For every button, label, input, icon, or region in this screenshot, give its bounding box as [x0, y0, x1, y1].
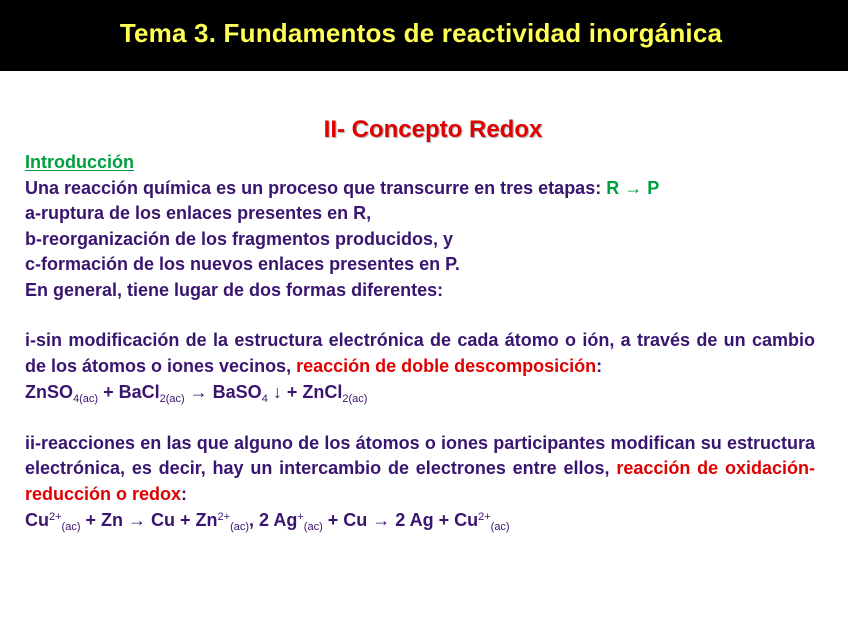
section-title — [0, 116, 848, 144]
step-b: b-reorganización de los fragmentos producidos, y — [25, 228, 454, 249]
step-a: a-ruptura de los enlaces presentes en R, — [25, 203, 372, 223]
eq2-superscript: 2+ — [49, 511, 62, 523]
eq2-superscript: 2+ — [217, 511, 231, 523]
eq2-subscript: (ac) — [230, 521, 250, 533]
case-ii-text: ii-reacciones en las que alguno de los átomos o iones participantes modifican su estructura electrónica, es decir, hay un intercambio de electrones entre ellos, — [25, 432, 815, 478]
eq2-subscript: (ac) — [490, 521, 510, 533]
eq1-term: + BaCl — [98, 382, 160, 402]
case-i-paragraph — [25, 328, 815, 379]
eq2-subscript: (ac) — [303, 521, 323, 533]
eq2-superscript: 2+ — [478, 511, 491, 523]
eq1-term: → BaSO — [184, 382, 262, 402]
eq1-subscript: 2(ac) — [342, 393, 368, 405]
case-ii-colon: : — [181, 483, 188, 504]
case-i-colon: : — [596, 355, 603, 376]
eq1-term: ZnSO — [25, 382, 73, 402]
equation-double-decomposition — [25, 380, 815, 406]
reaction-scheme: R → P — [606, 177, 660, 198]
intro-line — [25, 176, 815, 202]
eq2-term: , 2 Ag — [249, 510, 298, 530]
case-ii-paragraph — [25, 431, 815, 508]
eq1-subscript: 4 — [261, 393, 268, 405]
slide-title: Tema 3. Fundamentos de reactividad inorgánica — [119, 18, 723, 48]
eq2-superscript: + — [297, 511, 304, 523]
intro-heading: Introducción — [25, 152, 134, 172]
case-i-highlight: reacción de doble descomposición — [296, 355, 597, 376]
eq2-subscript: (ac) — [61, 521, 81, 533]
intro-line-text: Una reacción química es un proceso que transcurre en tres etapas: — [25, 177, 607, 198]
eq1-subscript: 4(ac) — [73, 393, 99, 405]
general-statement: En general, tiene lugar de dos formas diferentes: — [25, 279, 444, 300]
slide-content — [25, 150, 815, 534]
case-i-text: i-sin modificación de la estructura electrónica de cada átomo o ión, a través de un cambio de los átomos o iones vecinos, — [25, 330, 815, 376]
slide-header — [0, 0, 848, 71]
equation-redox — [25, 508, 815, 534]
case-ii-highlight: reacción de oxidación-reducción o redox — [25, 458, 815, 504]
eq2-term: Cu — [25, 510, 49, 530]
section-title-text: II- Concepto Redox — [323, 116, 543, 143]
eq1-term: ↓ + ZnCl — [267, 382, 343, 402]
eq1-subscript: 2(ac) — [159, 393, 185, 405]
step-c: c-formación de los nuevos enlaces presentes en P. — [25, 254, 460, 274]
eq2-term: + Cu → 2 Ag + Cu — [322, 510, 479, 530]
eq2-term: + Zn → Cu + Zn — [80, 510, 218, 530]
